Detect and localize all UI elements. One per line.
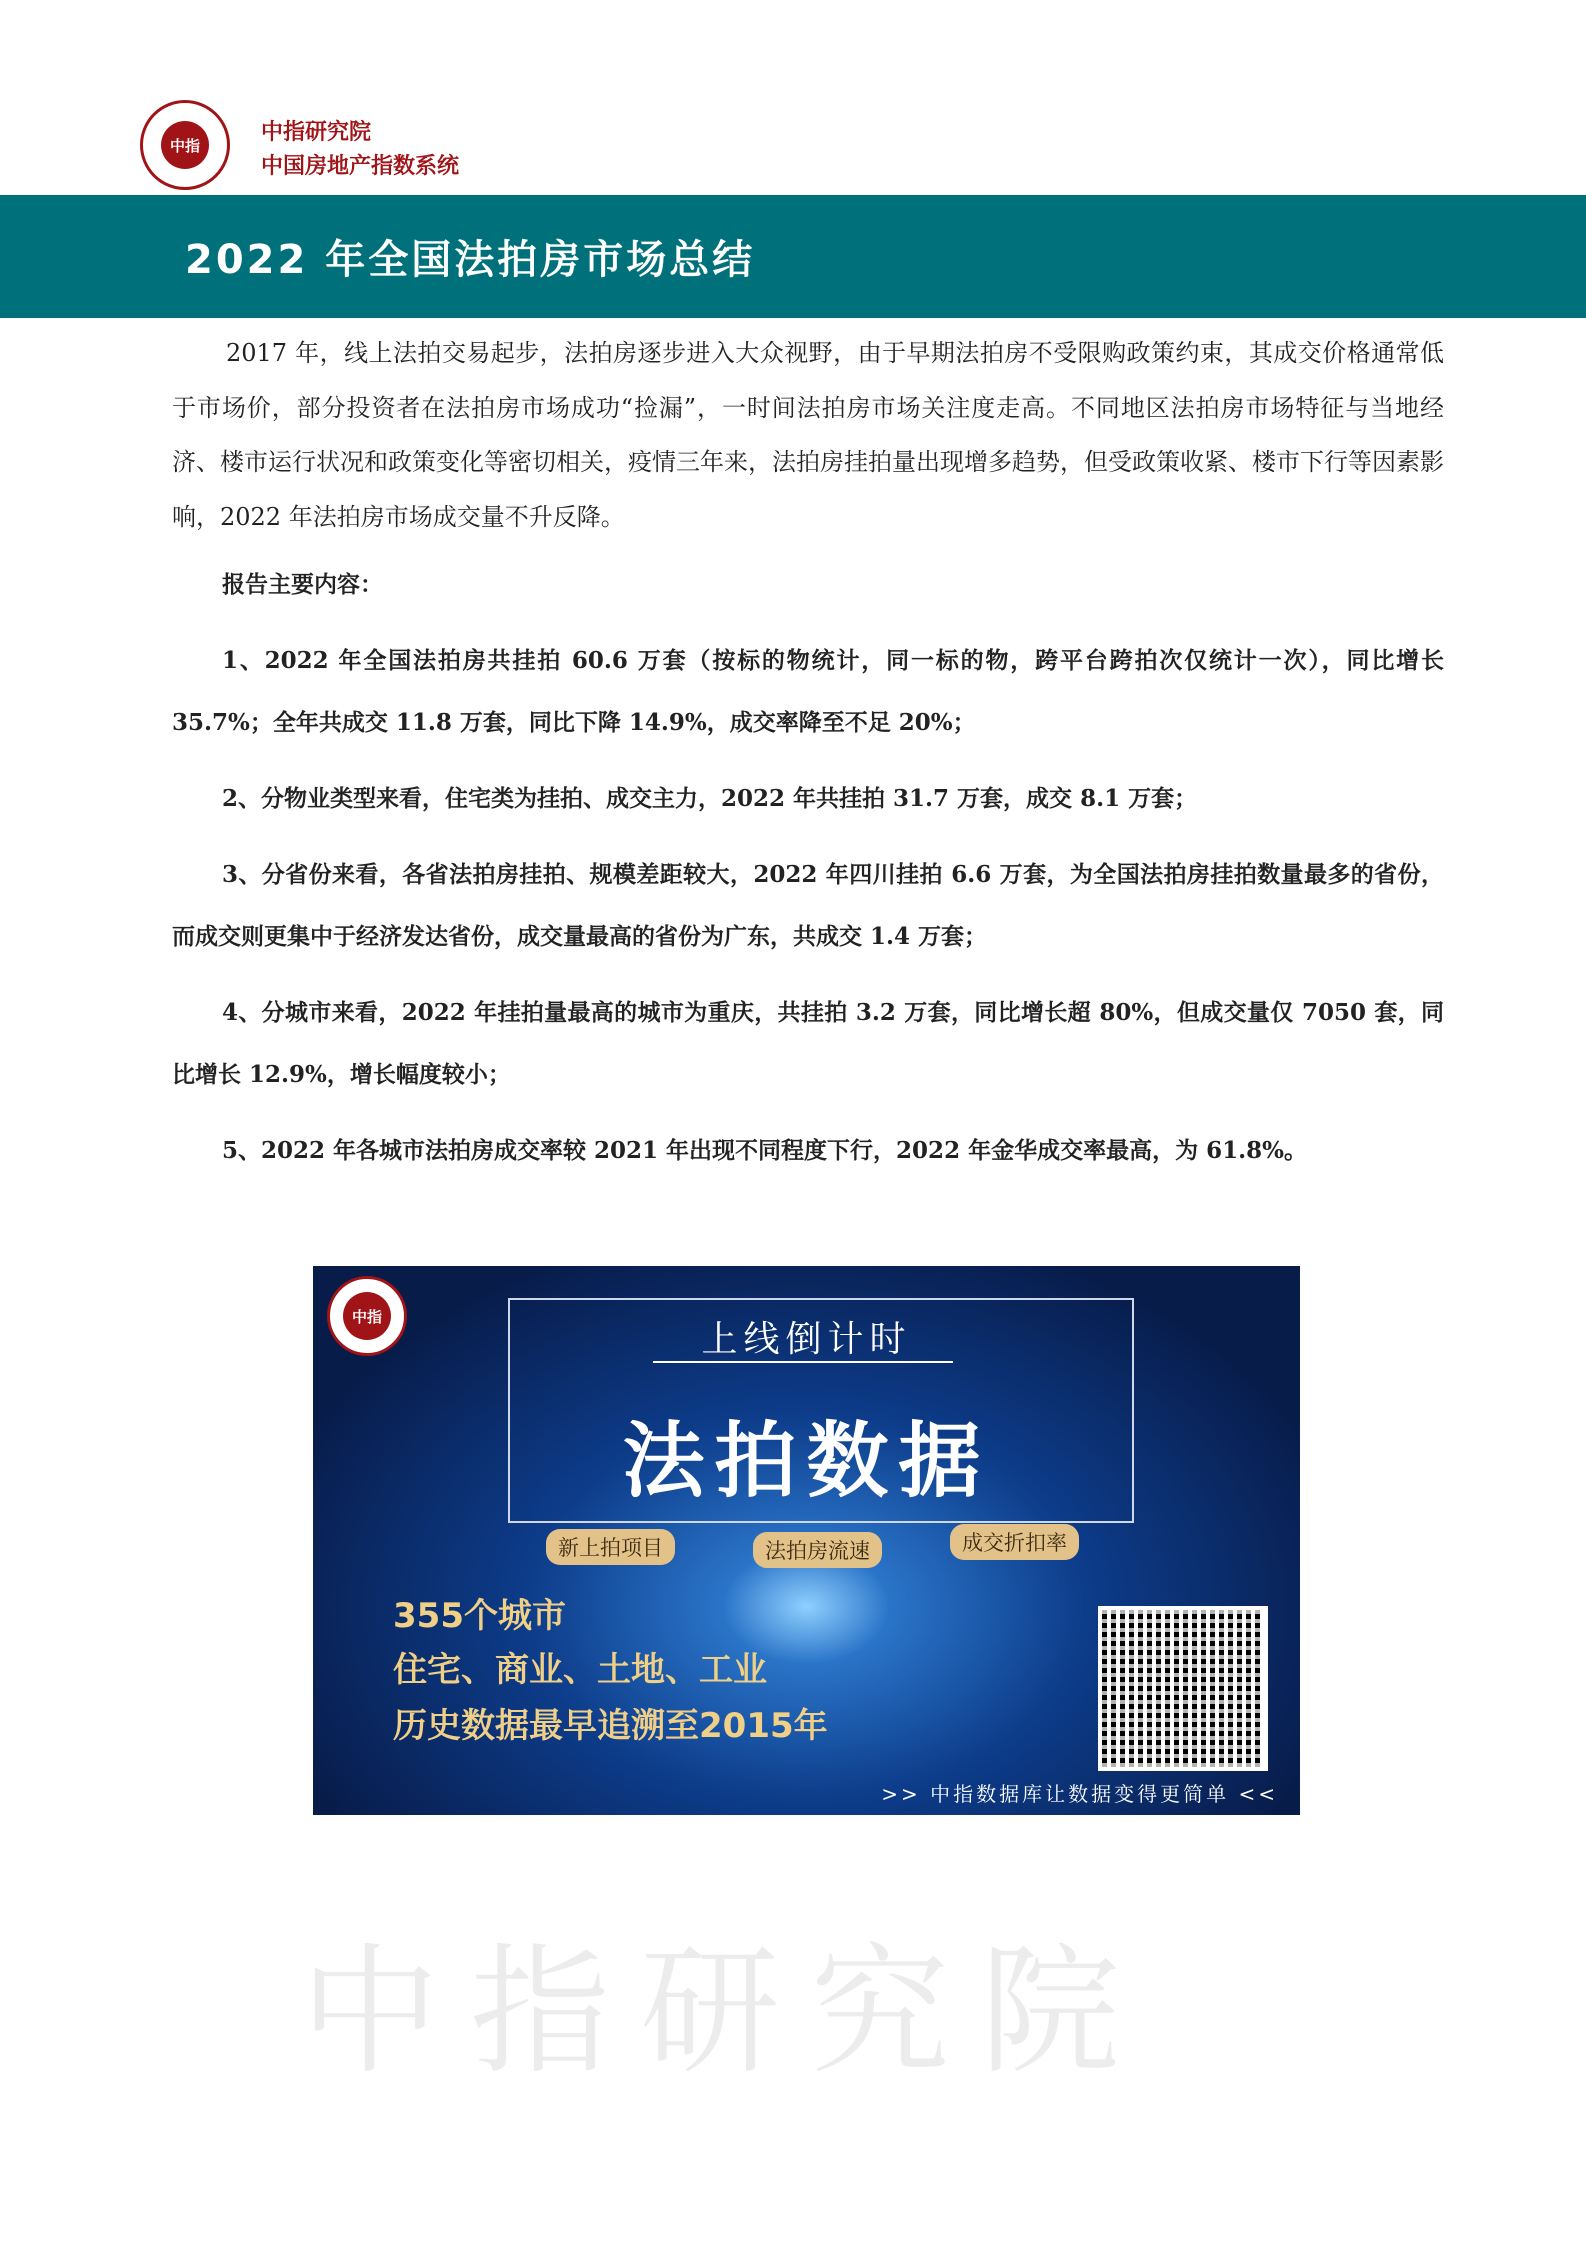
qr-code[interactable] — [1098, 1606, 1268, 1771]
summary-point-3: 3、分省份来看，各省法拍房挂拍、规模差距较大，2022 年四川挂拍 6.6 万套，为全国法拍房挂拍数量最多的省份，而成交则更集中于经济发达省份，成交量最高的省份为广东，共成交 1.4 万套； — [172, 861, 1444, 950]
page-title: 2022 年全国法拍房市场总结 — [185, 237, 756, 283]
banner-logo-mark: 中指 — [343, 1292, 391, 1340]
org-subtitle: 中国房地产指数系统 — [261, 154, 460, 179]
banner-line: 住宅、商业、土地、工业 — [393, 1650, 767, 1690]
banner-line: 历史数据最早追溯至2015年 — [393, 1706, 828, 1746]
summary-point-4: 4、分城市来看，2022 年挂拍量最高的城市为重庆，共挂拍 3.2 万套，同比增长超 80%，但成交量仅 7050 套，同比增长 12.9%，增长幅度较小； — [172, 999, 1444, 1088]
summary-point-1: 1、2022 年全国法拍房共挂拍 60.6 万套（按标的物统计，同一标的物，跨平台跨拍次仅统计一次），同比增长 35.7%；全年共成交 11.8 万套，同比下降 14.9%，成交率降至不足 20%； — [172, 647, 1444, 736]
intro-paragraph: 2017 年，线上法拍交易起步，法拍房逐步进入大众视野，由于早期法拍房不受限购政策约束，其成交价格通常低于市场价，部分投资者在法拍房市场成功“捡漏”，一时间法拍房市场关注度走高。不同地区法拍房市场特征与当地经济、楼市运行状况和政策变化等密切相关，疫情三年来，法拍房挂拍量出现增多趋势，但受政策收紧、楼市下行等因素影响，2022 年法拍房市场成交量不升反降。 — [172, 339, 1444, 531]
banner-subtitle: 上线倒计时 — [701, 1319, 912, 1360]
logo-mark: 中指 — [161, 121, 209, 169]
banner-pill: 成交折扣率 — [950, 1524, 1079, 1560]
summary-heading: 报告主要内容： — [222, 571, 383, 598]
watermark: 中指研究院 — [300, 1931, 1151, 2094]
banner-pill: 法拍房流速 — [753, 1532, 882, 1568]
org-header — [261, 116, 459, 184]
banner-line: 355个城市 — [393, 1596, 566, 1636]
org-name: 中指研究院 — [261, 120, 372, 145]
report-body — [172, 326, 1444, 1182]
banner-divider — [653, 1361, 953, 1363]
banner-pill: 新上拍项目 — [546, 1529, 675, 1565]
summary-point-5: 5、2022 年各城市法拍房成交率较 2021 年出现不同程度下行，2022 年金华成交率最高，为 61.8%。 — [222, 1137, 1307, 1164]
banner-tagline: >> 中指数据库让数据变得更简单 << — [881, 1782, 1278, 1806]
org-logo — [140, 100, 230, 190]
promo-banner[interactable] — [313, 1266, 1300, 1815]
summary-point-2: 2、分物业类型来看，住宅类为挂拍、成交主力，2022 年共挂拍 31.7 万套，成交 8.1 万套； — [222, 785, 1198, 812]
banner-main-title: 法拍数据 — [622, 1414, 991, 1509]
